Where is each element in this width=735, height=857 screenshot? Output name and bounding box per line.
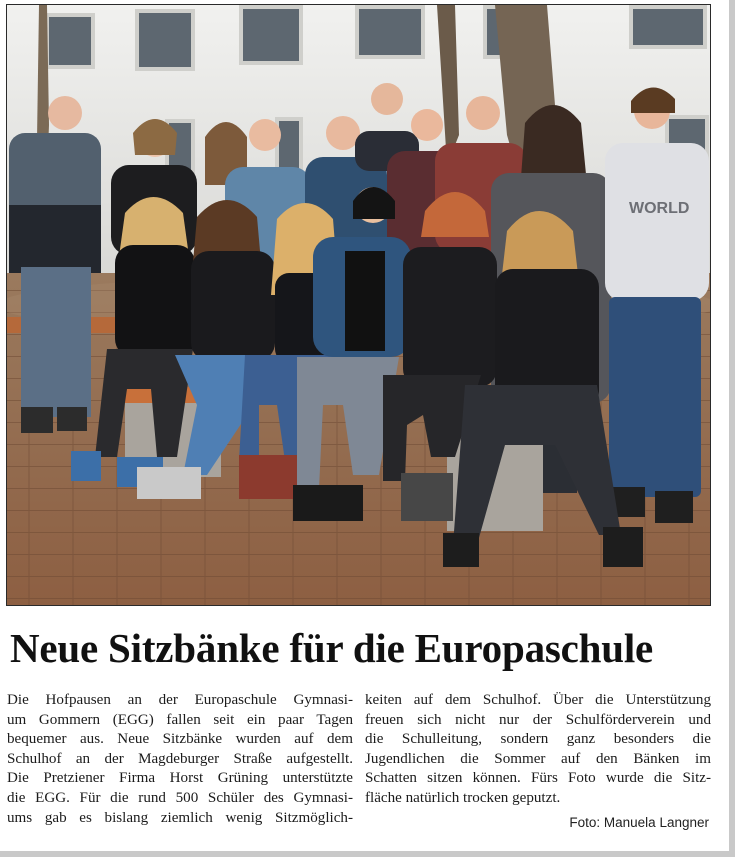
body-line: Schulhof an der Magdeburger Straße aufgestellt. xyxy=(7,750,353,767)
body-line: die EGG. Für die rund 500 Schüler des Gymnasi- xyxy=(7,789,353,806)
article-column-right xyxy=(365,691,711,809)
group-photo xyxy=(6,4,711,606)
body-line: bequemer aus. Neue Sitzbänke wurden auf dem xyxy=(7,731,353,748)
body-line: fläche natürlich trocken geputzt. xyxy=(365,789,561,806)
page-edge xyxy=(729,0,735,857)
body-line: um Gommern (EGG) fallen seit ein paar Tagen xyxy=(7,711,353,728)
body-line: ums gab es bislang ziemlich wenig Sitzmöglich- xyxy=(7,809,353,826)
body-line: Schatten sitzen können. Fürs Foto wurde die Sitz- xyxy=(365,770,711,787)
body-line: die Schulleitung, sondern ganz besonders die xyxy=(365,731,711,748)
body-line: freuen sich nicht nur der Schulförderverein und xyxy=(365,711,711,728)
body-line: keiten auf dem Schulhof. Über die Unterstützung xyxy=(365,692,711,708)
article-headline: Neue Sitzbänke für die Europaschule xyxy=(10,625,654,671)
body-line: Jugendlichen die Sommer auf den Bänken im xyxy=(365,750,711,767)
shirt-print-text: WORLD xyxy=(629,200,690,217)
body-line: Die Hofpausen an der Europaschule Gymnasi- xyxy=(7,692,353,708)
page-edge xyxy=(0,851,735,857)
photo-credit: Foto: Manuela Langner xyxy=(569,815,709,830)
article-column-left xyxy=(7,691,353,828)
body-line: Die Pretziener Firma Horst Grüning unterstützte xyxy=(7,770,353,787)
